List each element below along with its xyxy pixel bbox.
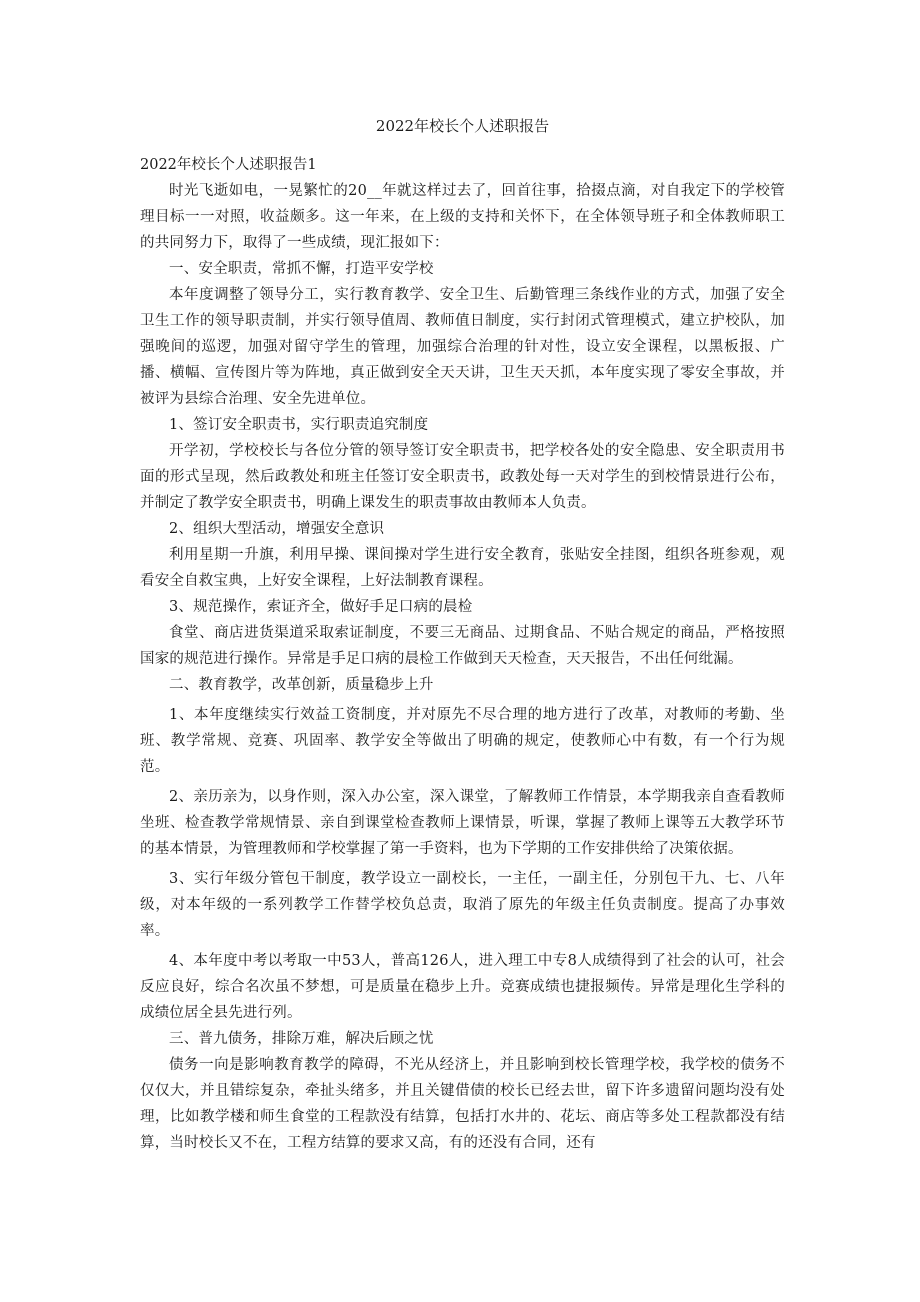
paragraph-safety-2: 利用星期一升旗，利用早操、课间操对学生进行安全教育，张贴安全挂图，组织各班参观，观看安全自救宝典，上好安全课程，上好法制教育课程。 [140,547,785,589]
document-title: 2022年校长个人述职报告 [375,117,550,135]
paragraph-safety-3: 食堂、商店进货渠道采取索证制度，不要三无商品、过期食品、不贴合规定的商品，严格按照国家的规范进行操作。异常是手足口病的晨检工作做到天天检查，天天报告，不出任何纰漏。 [140,625,785,667]
paragraph-safety-1: 开学初，学校校长与各位分管的领导签订安全职责书，把学校各处的安全隐患、安全职责用书面的形式呈现，然后政教处和班主任签订安全职责书，政教处每一天对学生的到校情景进行公布，并制定了教学安全职责书，明确上课发生的职责事故由教师本人负责。 [140,443,785,511]
subheading-safety-2: 2、组织大型活动，增强安全意识 [169,521,385,537]
paragraph-safety: 本年度调整了领导分工，实行教育教学、安全卫生、后勤管理三条线作业的方式，加强了安全卫生工作的领导职责制，并实行领导值周、教师值日制度，实行封闭式管理模式，建立护校队，加强晚间的巡逻，加强对留守学生的管理，加强综合治理的针对性，设立安全课程，以黑板报、广播、横幅、宣传图片等为阵地，真正做到安全天天讲，卫生天天抓，本年度实现了零安全事故，并被评为县综合治理、安全先进单位。 [140,287,785,407]
section-heading-teaching: 二、教育教学，改革创新，质量稳步上升 [169,677,434,693]
document-page [140,112,785,1156]
paragraph-teaching-4: 4、本年度中考以考取一中53人，普高126人，进入理工中专8人成绩得到了社会的认可，社会反应良好，综合名次虽不梦想，可是质量在稳步上升。竞赛成绩也捷报频传。异常是理化生学科的成绩位居全县先进行列。 [140,953,785,1021]
paragraph-intro: 时光飞逝如电，一晃繁忙的20__年就这样过去了，回首往事，拾掇点滴，对自我定下的学校管理目标一一对照，收益颇多。这一年来，在上级的支持和关怀下，在全体领导班子和全体教师职工的共同努力下，取得了一些成绩，现汇报如下： [140,183,785,251]
section-heading-debt: 三、普九债务，排除万难，解决后顾之忧 [169,1031,434,1047]
paragraph-teaching-3: 3、实行年级分管包干制度，教学设立一副校长，一主任，一副主任，分别包干九、七、八年级，对本年级的一系列教学工作替学校负总责，取消了原先的年级主任负责制度。提高了办事效率。 [140,871,785,939]
paragraph-teaching-2: 2、亲历亲为，以身作则，深入办公室，深入课堂，了解教师工作情景，本学期我亲自查看教师坐班、检查教学常规情景、亲自到课堂检查教师上课情景，听课，掌握了教师上课等五大教学环节的基本情景，为管理教师和学校掌握了第一手资料，也为下学期的工作安排供给了决策依据。 [140,789,785,857]
document-subtitle: 2022年校长个人述职报告1 [140,157,317,173]
paragraph-debt: 债务一向是影响教育教学的障碍，不光从经济上，并且影响到校长管理学校，我学校的债务不仅仅大，并且错综复杂，牵扯头绪多，并且关键借债的校长已经去世，留下许多遗留问题均没有处理，比如教学楼和师生食堂的工程款没有结算，包括打水井的、花坛、商店等多处工程款都没有结算，当时校长又不在，工程方结算的要求又高，有的还没有合同，还有 [140,1057,785,1151]
paragraph-teaching-1: 1、本年度继续实行效益工资制度，并对原先不尽合理的地方进行了改革，对教师的考勤、坐班、教学常规、竞赛、巩固率、教学安全等做出了明确的规定，使教师心中有数，有一个行为规范。 [140,707,785,775]
subheading-safety-3: 3、规范操作，索证齐全，做好手足口病的晨检 [169,599,473,615]
section-heading-safety: 一、安全职责，常抓不懈，打造平安学校 [169,261,434,277]
subheading-safety-1: 1、签订安全职责书，实行职责追究制度 [169,417,429,433]
